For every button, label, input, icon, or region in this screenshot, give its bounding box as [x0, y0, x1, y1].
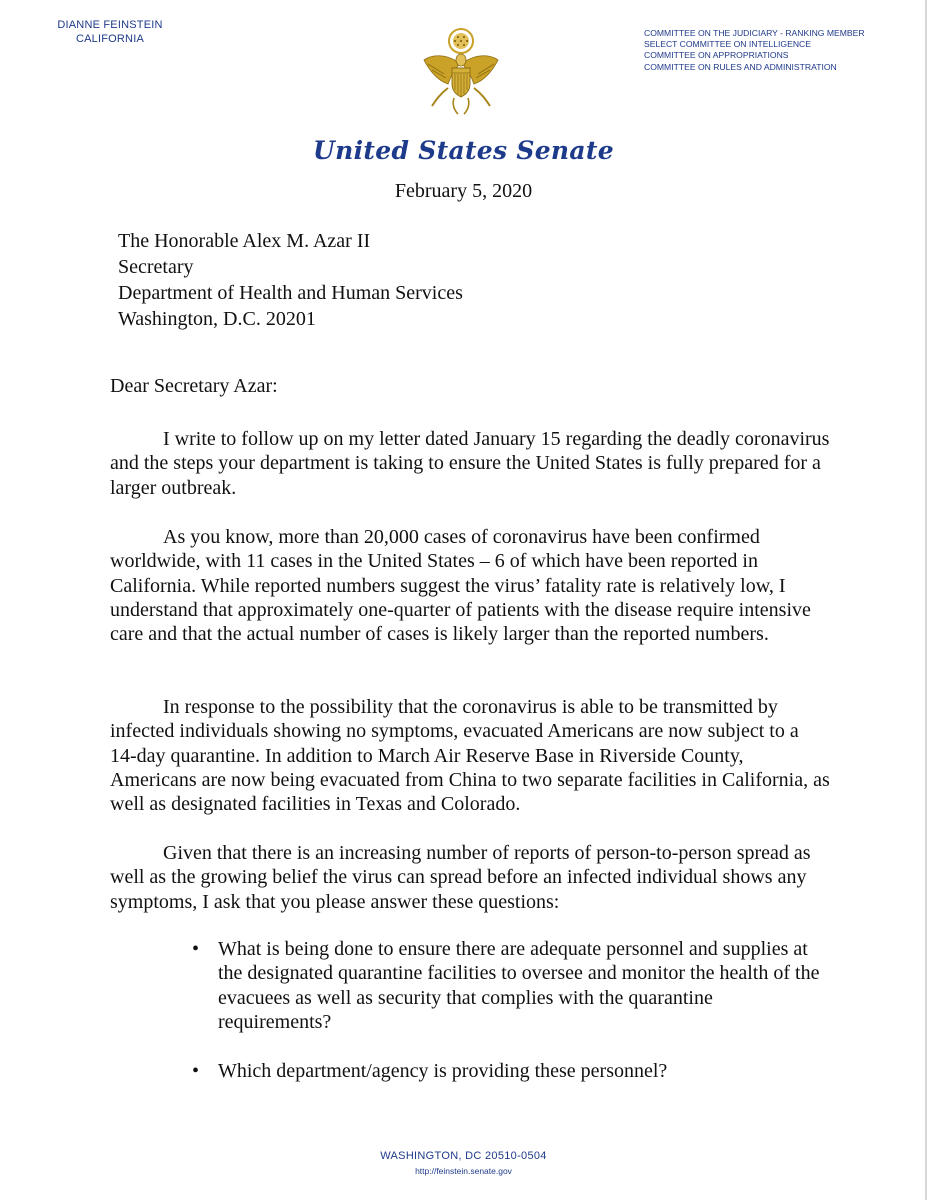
recipient-address: [118, 228, 463, 332]
committee-item: COMMITTEE ON THE JUDICIARY - RANKING MEMBER: [644, 28, 865, 38]
question-list: [190, 937, 830, 1108]
bullet-icon: •: [192, 938, 200, 960]
footer-url[interactable]: http://feinstein.senate.gov: [415, 1166, 512, 1176]
senator-block: [40, 18, 180, 46]
recipient-line: Washington, D.C. 20201: [118, 308, 316, 330]
body-paragraph: In response to the possibility that the coronavirus is able to be transmitted by infected individuals showing no symptoms, evacuated Americans are now subject to a 14-day quarantine. In addition to March Air Reserve Base in Riverside County, Americans are now being evacuated from China to two separate facilities in California, as well as designated facilities in Texas and Colorado.: [110, 696, 830, 816]
recipient-line: Secretary: [118, 256, 194, 278]
salutation: Dear Secretary Azar:: [110, 375, 278, 397]
committee-item: SELECT COMMITTEE ON INTELLIGENCE: [644, 39, 811, 50]
committee-item: COMMITTEE ON RULES AND ADMINISTRATION: [644, 61, 837, 72]
question-text: What is being done to ensure there are adequate personnel and supplies at the designated quarantine facilities to oversee and monitor the health of the evacuees as well as security that complies with the quarantine requirements?: [218, 938, 820, 1033]
body-paragraph: As you know, more than 20,000 cases of coronavirus have been confirmed worldwide, with 11 cases in the United States – 6 of which have been reported in California. While reported numbers suggest the virus’ fatality rate is relatively low, I understand that approximately one-quarter of patients with the disease require intensive care and that the actual number of cases is likely larger than the reported numbers.: [110, 526, 811, 646]
committee-item: COMMITTEE ON APPROPRIATIONS: [644, 50, 789, 61]
senator-state: CALIFORNIA: [75, 33, 144, 45]
committee-list: [644, 28, 914, 73]
footer-address: WASHINGTON, DC 20510-0504: [380, 1150, 547, 1162]
letter-date: February 5, 2020: [394, 180, 533, 202]
recipient-line: Department of Health and Human Services: [118, 282, 463, 304]
recipient-line: The Honorable Alex M. Azar II: [118, 230, 371, 252]
question-item: [190, 937, 830, 1034]
senator-name: DIANNE FEINSTEIN: [57, 19, 163, 31]
question-item: [190, 1059, 830, 1083]
senate-title: United States Senate: [313, 136, 614, 165]
question-text: Which department/agency is providing these personnel?: [218, 1060, 668, 1083]
bullet-icon: •: [192, 1060, 200, 1083]
body-paragraph: I write to follow up on my letter dated January 15 regarding the deadly coronavirus and the steps your department is taking to ensure the United States is fully prepared for a larger outbreak.: [110, 428, 830, 499]
body-paragraph: Given that there is an increasing number of reports of person-to-person spread as well as the growing belief the virus can spread before an infected individual shows any symptoms, I ask that you please answer these questions:: [110, 842, 811, 913]
senate-seal-icon: [418, 24, 504, 116]
